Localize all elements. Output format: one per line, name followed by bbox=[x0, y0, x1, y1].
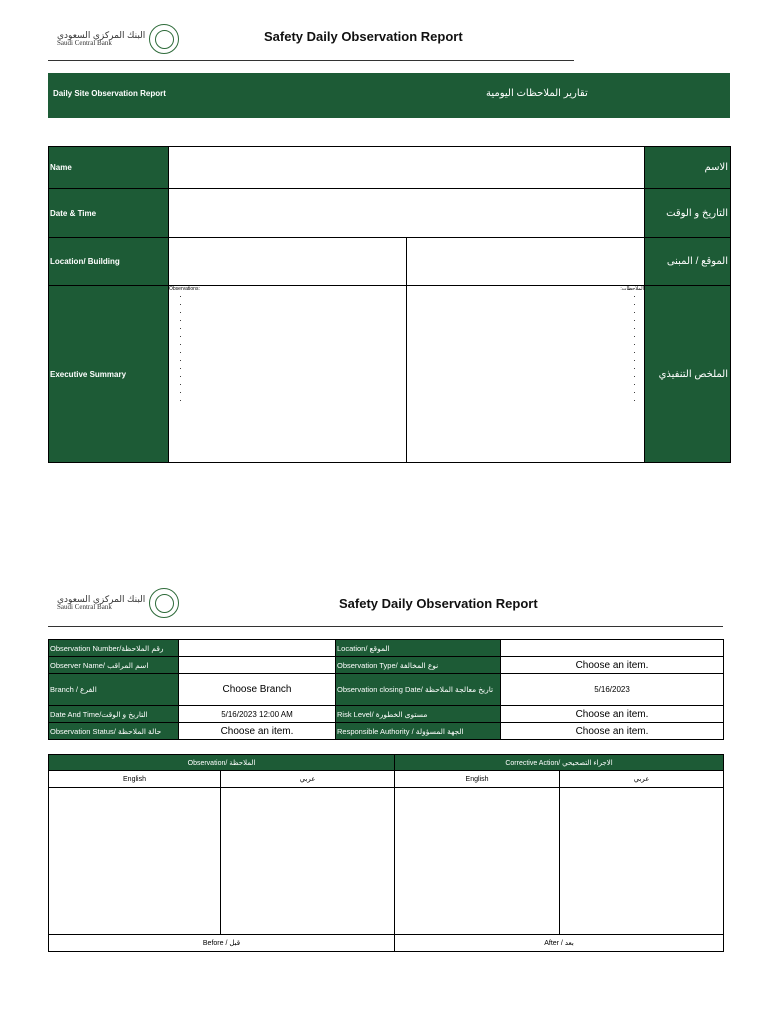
branch-label: Branch / الفرع bbox=[49, 674, 179, 706]
observations-en-heading: Observations: bbox=[169, 286, 200, 292]
location-field-2[interactable] bbox=[501, 640, 724, 657]
location-field-ar[interactable] bbox=[407, 238, 645, 286]
observations-ar-list bbox=[407, 292, 644, 404]
bank-emblem-icon bbox=[149, 24, 179, 54]
date-time-field[interactable]: 5/16/2023 12:00 AM bbox=[179, 706, 336, 723]
page-title-2: Safety Daily Observation Report bbox=[339, 596, 538, 611]
logo-english-text-2: Saudi Central Bank bbox=[57, 603, 112, 612]
datetime-field[interactable] bbox=[169, 189, 645, 238]
obs-english-col: English bbox=[49, 771, 221, 788]
location-label-2: Location/ الموقع bbox=[336, 640, 501, 657]
before-photo-label: Before / قبل bbox=[49, 935, 395, 952]
name-label: Name bbox=[49, 147, 169, 189]
header-divider-2 bbox=[48, 626, 723, 627]
risk-level-label: Risk Level/ مستوى الخطورة bbox=[336, 706, 501, 723]
closing-date-label: Observation closing Date/ تاريخ معالجة الملاحظة bbox=[336, 674, 501, 706]
observation-number-field[interactable] bbox=[179, 640, 336, 657]
observation-type-dropdown[interactable]: Choose an item. bbox=[501, 657, 724, 674]
datetime-label-ar: التاريخ و الوقت bbox=[645, 189, 731, 238]
closing-date-field[interactable]: 5/16/2023 bbox=[501, 674, 724, 706]
observations-ar-heading: الملاحظات: bbox=[620, 286, 644, 292]
logo-arabic-text-2: البنك المركزي السعودي bbox=[57, 593, 146, 604]
branch-dropdown[interactable]: Choose Branch bbox=[179, 674, 336, 706]
header-divider bbox=[48, 60, 574, 61]
banner-title-en: Daily Site Observation Report bbox=[53, 89, 166, 98]
banner-title-ar: تقارير الملاحظات اليومية bbox=[486, 88, 588, 99]
logo-english-text: Saudi Central Bank bbox=[57, 39, 112, 48]
responsible-authority-dropdown[interactable]: Choose an item. bbox=[501, 723, 724, 740]
observer-name-field[interactable] bbox=[179, 657, 336, 674]
summary-label: Executive Summary bbox=[49, 286, 169, 463]
page-title: Safety Daily Observation Report bbox=[264, 29, 463, 44]
ca-english-field[interactable] bbox=[395, 788, 560, 935]
corrective-action-header: Corrective Action/ الاجراء التصحيحي bbox=[395, 755, 724, 771]
header-logo bbox=[57, 24, 179, 54]
name-label-ar: الاسم bbox=[645, 147, 731, 189]
observations-en-list bbox=[169, 292, 406, 404]
ca-arabic-col: عربي bbox=[560, 771, 724, 788]
logo-arabic-text: البنك المركزي السعودي bbox=[57, 29, 146, 40]
ca-english-col: English bbox=[395, 771, 560, 788]
after-photo-label: After / بعد bbox=[395, 935, 724, 952]
bank-emblem-icon-2 bbox=[149, 588, 179, 618]
date-time-label: Date And Time/التاريخ و الوقت bbox=[49, 706, 179, 723]
observation-header: Observation/ الملاحظة bbox=[49, 755, 395, 771]
observation-number-label: Observation Number/رقم الملاحظة bbox=[49, 640, 179, 657]
ca-arabic-field[interactable] bbox=[560, 788, 724, 935]
obs-arabic-col: عربي bbox=[221, 771, 395, 788]
observation-details-table bbox=[48, 639, 724, 740]
observation-status-dropdown[interactable]: Choose an item. bbox=[179, 723, 336, 740]
report-banner bbox=[48, 73, 730, 118]
datetime-label: Date & Time bbox=[49, 189, 169, 238]
observation-status-label: Observation Status/ حالة الملاحظة bbox=[49, 723, 179, 740]
obs-english-field[interactable] bbox=[49, 788, 221, 935]
location-label: Location/ Building bbox=[49, 238, 169, 286]
observer-name-label: Observer Name/ اسم المراقب bbox=[49, 657, 179, 674]
risk-level-dropdown[interactable]: Choose an item. bbox=[501, 706, 724, 723]
observation-action-table bbox=[48, 754, 724, 952]
obs-arabic-field[interactable] bbox=[221, 788, 395, 935]
report-info-table bbox=[48, 146, 731, 463]
location-label-ar: الموقع / المبنى bbox=[645, 238, 731, 286]
observation-type-label: Observation Type/ نوع المخالفة bbox=[336, 657, 501, 674]
observations-en-field[interactable] bbox=[169, 286, 407, 463]
responsible-authority-label: Responsible Authority / الجهة المسؤولة bbox=[336, 723, 501, 740]
header-logo-2 bbox=[57, 588, 179, 618]
name-field[interactable] bbox=[169, 147, 645, 189]
observations-ar-field[interactable] bbox=[407, 286, 645, 463]
summary-label-ar: الملخص التنفيذي bbox=[645, 286, 731, 463]
location-field-en[interactable] bbox=[169, 238, 407, 286]
